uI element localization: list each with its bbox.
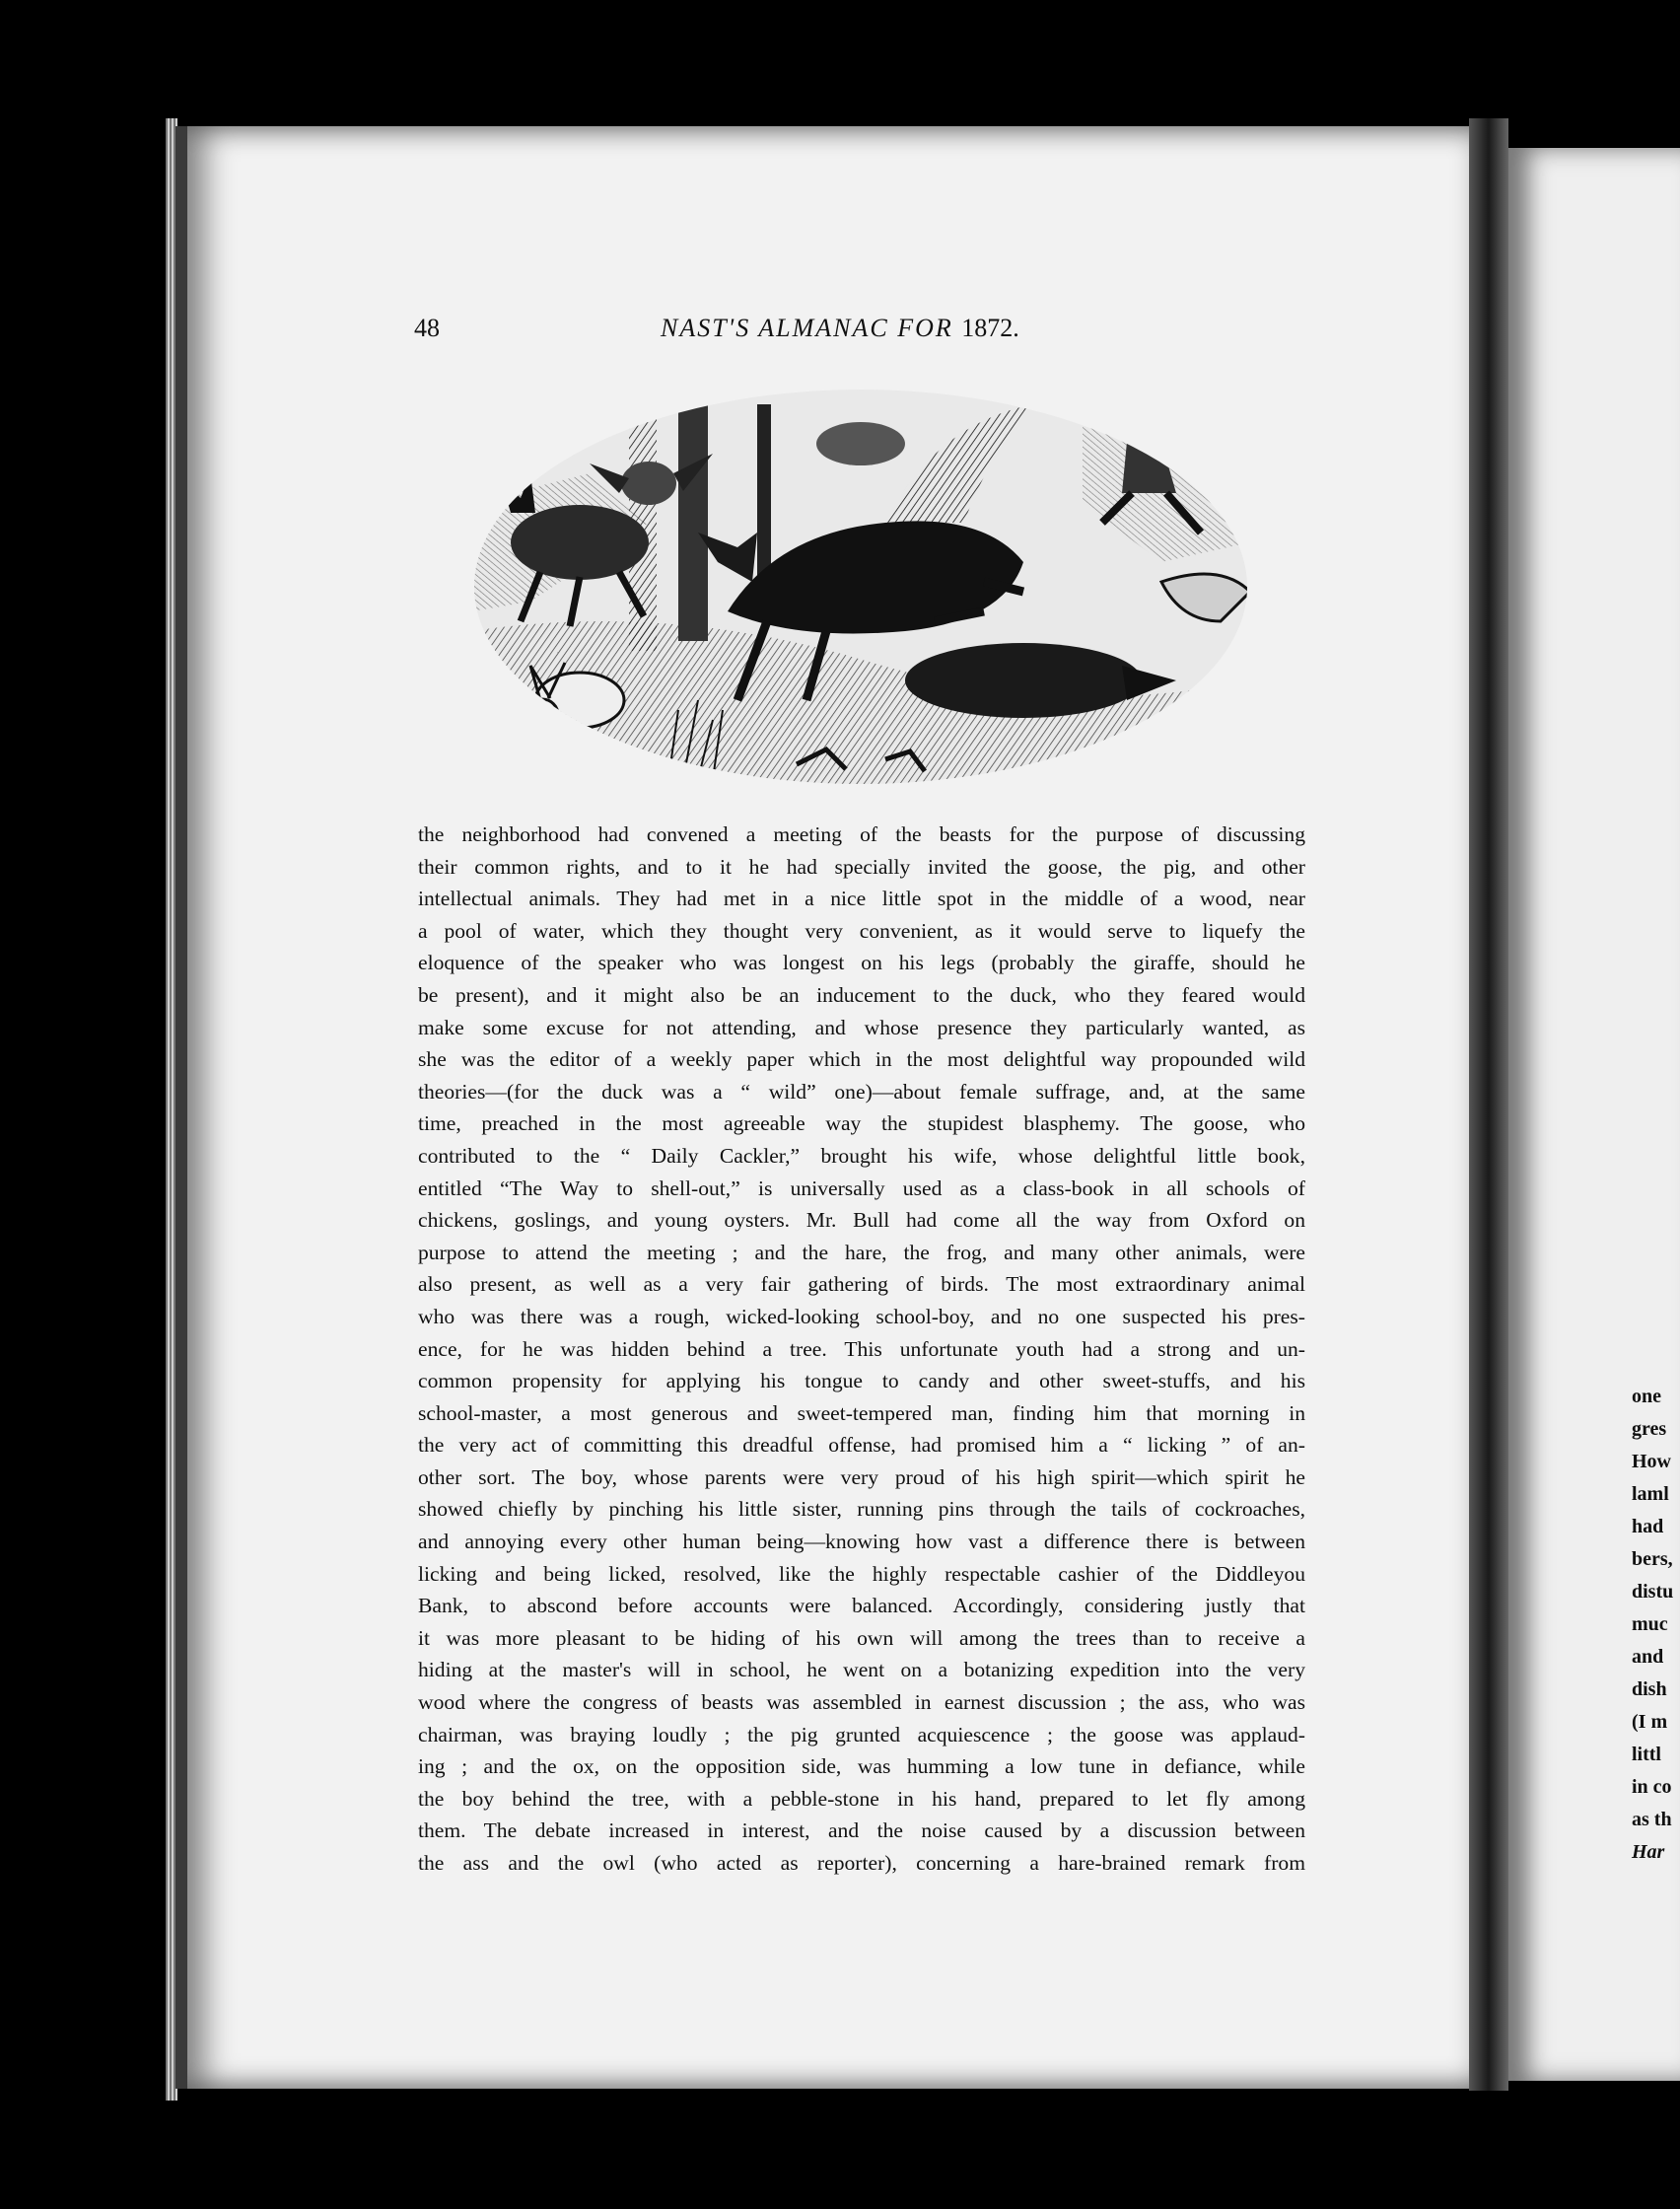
fragment-line: littl xyxy=(1632,1744,1661,1765)
fragment-line: one xyxy=(1632,1386,1661,1407)
text-line: eloquence of the speaker who was longest on his legs (probably the giraffe, should he xyxy=(418,951,1305,975)
running-title-year: 1872. xyxy=(961,314,1019,342)
fragment-line: in co xyxy=(1632,1776,1672,1798)
text-line: and annoying every other human being—knowing how vast a difference there is between xyxy=(418,1530,1305,1554)
text-line: Bank, to abscond before accounts were balanced. Accordingly, considering justly that xyxy=(418,1594,1305,1618)
text-line: wood where the congress of beasts was assembled in earnest discussion ; the ass, who was xyxy=(418,1690,1305,1715)
text-line: be present), and it might also be an inducement to the duck, who they feared would xyxy=(418,982,1305,1007)
running-title-text: NAST'S ALMANAC FOR xyxy=(661,314,953,342)
facing-page-text xyxy=(1632,1381,1680,1869)
body-text xyxy=(418,819,1305,1880)
woodcut-animals-fleeing-icon xyxy=(471,385,1250,789)
text-line: it was more pleasant to be hiding of his own will among the trees than to receive a xyxy=(418,1625,1305,1650)
page-header xyxy=(414,314,1301,353)
fragment-line: dish xyxy=(1632,1678,1667,1700)
fragment-line: bers, xyxy=(1632,1548,1673,1570)
fragment-line: How xyxy=(1632,1451,1671,1472)
text-line: their common rights, and to it he had specially invited the goose, the pig, and other xyxy=(418,854,1305,879)
text-line: intellectual animals. They had met in a nice little spot in the middle of a wood, near xyxy=(418,887,1305,911)
text-line: contributed to the “ Daily Cackler,” brought his wife, whose delightful little book, xyxy=(418,1143,1305,1168)
text-line: ing ; and the ox, on the opposition side, was humming a low tune in defiance, while xyxy=(418,1754,1305,1779)
fragment-line: muc xyxy=(1632,1613,1668,1635)
fragment-line: and xyxy=(1632,1646,1664,1668)
book-gutter xyxy=(1469,118,1508,2091)
page-number: 48 xyxy=(414,314,440,342)
text-line: common propensity for applying his tongue to candy and other sweet-stuffs, and his xyxy=(418,1369,1305,1393)
text-line: entitled “The Way to shell-out,” is universally used as a class-book in all schools of xyxy=(418,1176,1305,1200)
text-line: a pool of water, which they thought very convenient, as it would serve to liquefy the xyxy=(418,918,1305,943)
text-line: hiding at the master's will in school, he went on a botanizing expedition into the very xyxy=(418,1658,1305,1682)
text-line: licking and being licked, resolved, like the highly respectable cashier of the Diddleyou xyxy=(418,1561,1305,1586)
text-line: chickens, goslings, and young oysters. Mr. Bull had come all the way from Oxford on xyxy=(418,1208,1305,1233)
text-line: the boy behind the tree, with a pebble-stone in his hand, prepared to let fly among xyxy=(418,1786,1305,1811)
text-line: theories—(for the duck was a “ wild” one)—about female suffrage, and, at the same xyxy=(418,1079,1305,1104)
fragment-line: laml xyxy=(1632,1483,1669,1505)
fragment-line: (I m xyxy=(1632,1711,1668,1733)
running-title xyxy=(661,314,1019,343)
text-line: make some excuse for not attending, and whose presence they particularly wanted, as xyxy=(418,1015,1305,1039)
text-line: ence, for he was hidden behind a tree. This unfortunate youth had a strong and un- xyxy=(418,1336,1305,1361)
text-line: them. The debate increased in interest, and the noise caused by a discussion between xyxy=(418,1818,1305,1843)
text-line: school-master, a most generous and sweet-tempered man, finding him that morning in xyxy=(418,1400,1305,1425)
fragment-line: had xyxy=(1632,1516,1664,1537)
text-line: the very act of committing this dreadful offense, had promised him a “ licking ” of an- xyxy=(418,1433,1305,1458)
text-line: who was there was a rough, wicked-looking school-boy, and no one suspected his pres- xyxy=(418,1304,1305,1328)
text-line: other sort. The boy, whose parents were very proud of his high spirit—which spirit he xyxy=(418,1464,1305,1489)
fragment-line: gres xyxy=(1632,1418,1667,1440)
text-line: the neighborhood had convened a meeting of the beasts for the purpose of discussing xyxy=(418,822,1305,846)
text-line: the ass and the owl (who acted as reporter), concerning a hare-brained remark from xyxy=(418,1851,1305,1875)
text-line: she was the editor of a weekly paper which in the most delightful way propounded wild xyxy=(418,1047,1305,1072)
text-line: time, preached in the most agreeable way the stupidest blasphemy. The goose, who xyxy=(418,1111,1305,1136)
text-line: showed chiefly by pinching his little sister, running pins through the tails of cockroaches, xyxy=(418,1497,1305,1522)
text-line: chairman, was braying loudly ; the pig grunted acquiescence ; the goose was applaud- xyxy=(418,1722,1305,1746)
text-line: also present, as well as a very fair gathering of birds. The most extraordinary animal xyxy=(418,1272,1305,1297)
fragment-line: Har xyxy=(1632,1841,1665,1863)
fragment-line: distu xyxy=(1632,1581,1674,1603)
text-line: purpose to attend the meeting ; and the hare, the frog, and many other animals, were xyxy=(418,1240,1305,1264)
fragment-line: as th xyxy=(1632,1809,1672,1830)
